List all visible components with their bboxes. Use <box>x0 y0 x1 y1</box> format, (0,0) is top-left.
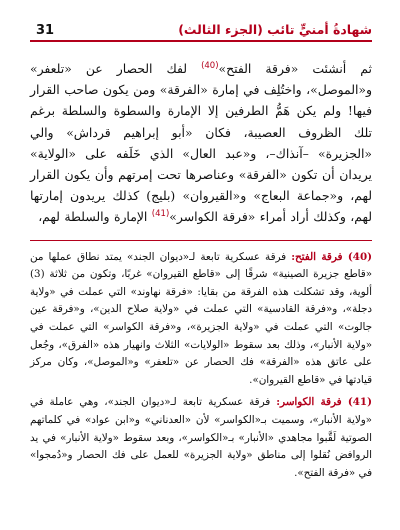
main-text <box>30 58 372 228</box>
footnote-ref-40[interactable]: (40) <box>201 60 219 71</box>
page-number: 31 <box>36 23 55 38</box>
footnote-rule <box>30 240 372 241</box>
body-text-segment: ثم أنشئت «فرقة الفتح» <box>218 61 372 76</box>
footnote-text: فرقة عسكرية تابعة لـ«ديوان الجند» يمتد نطاق عملها من «قاطع جزيرة الصينية» شرقًا إلى «قاطع القيروان» غربًا، وتكون من ثلاثة (3) ألوية، وقد تشكلت هذه الفرقة من بقايا: «فرقة نهاوند» التي عملت في «ولاية دجلة»، و«فرقة القادسية» التي عملت في «ولاية صلاح الدين»، و«فرقة عين جالوت» التي عملت في «ولاية الجزيرة»، و«فرقة الكواسر» التي عملت في «ولاية الأنبار»، وذلك بعد سقوط «الولايات» الثلاث وانهيار هذه «الفرق»، وجُعل على عاتق هذه «الفرقة» فك الحصار عن «تلعفر» و«الموصل»، وكان مركز قيادتها في «قاطع القيروان». <box>30 250 372 386</box>
footnote-label: (41) فرقة الكواسر: <box>276 396 372 409</box>
footnote-40 <box>30 249 372 390</box>
footnotes <box>30 249 372 483</box>
page-header <box>30 12 372 40</box>
body-text-segment: لفك الحصار عن «تلعفر» و«الموصل»، واختُلِف في إمارة «الفرقة» ومن يكون صاحب القرار فيها! ولم يكن هَمُّ الطرفين إلا الإمارة والسطوة والسلطة برغم تلك الظروف العصيبة، فكان «أبو إبراهيم قرداش» والي «الجزيرة» –آنذاك–، و«عبد العال» الذي خَلَفه على «الولاية» يريدان أن تكون «الفرقة» وعناصرها تحت إمرتهم وأن يكون القرار لهم، و«جماعة البعاج» و«القيروان» (بليج) كذلك يريدون إمارتها لهم، وكذلك أراد أمراء «فرقة الكواسر» <box>30 61 372 225</box>
footnote-41 <box>30 394 372 482</box>
footnote-ref-41[interactable]: (41) <box>151 209 170 220</box>
running-title: شهادةُ أمنيٍّ تائب (الجزء الثالث) <box>178 22 372 37</box>
footnote-text: فرقة عسكرية تابعة لـ«ديوان الجند»، وهي عاملة في «ولاية الأنبار»، وسميت بـ«الكواسر» لأن «العدناني» و«ابن عواد» في كلماتهم الصوتية لَقَّبوا مجاهدي «الأنبار» بـ«الكواسر»، وبعد سقوط «ولاية الأنبار» في يد الروافض نُقلوا إلى مناطق «ولاية الجزيرة» للعمل على فك الحصار و«دُمجوا» في «فرقة الفتح». <box>30 396 372 479</box>
body-text-segment: الإمارة والسلطة لهم، <box>38 209 152 225</box>
header-rule <box>30 40 372 42</box>
footnote-label: (40) فرقة الفتح: <box>291 250 372 263</box>
body-paragraph <box>30 58 372 228</box>
